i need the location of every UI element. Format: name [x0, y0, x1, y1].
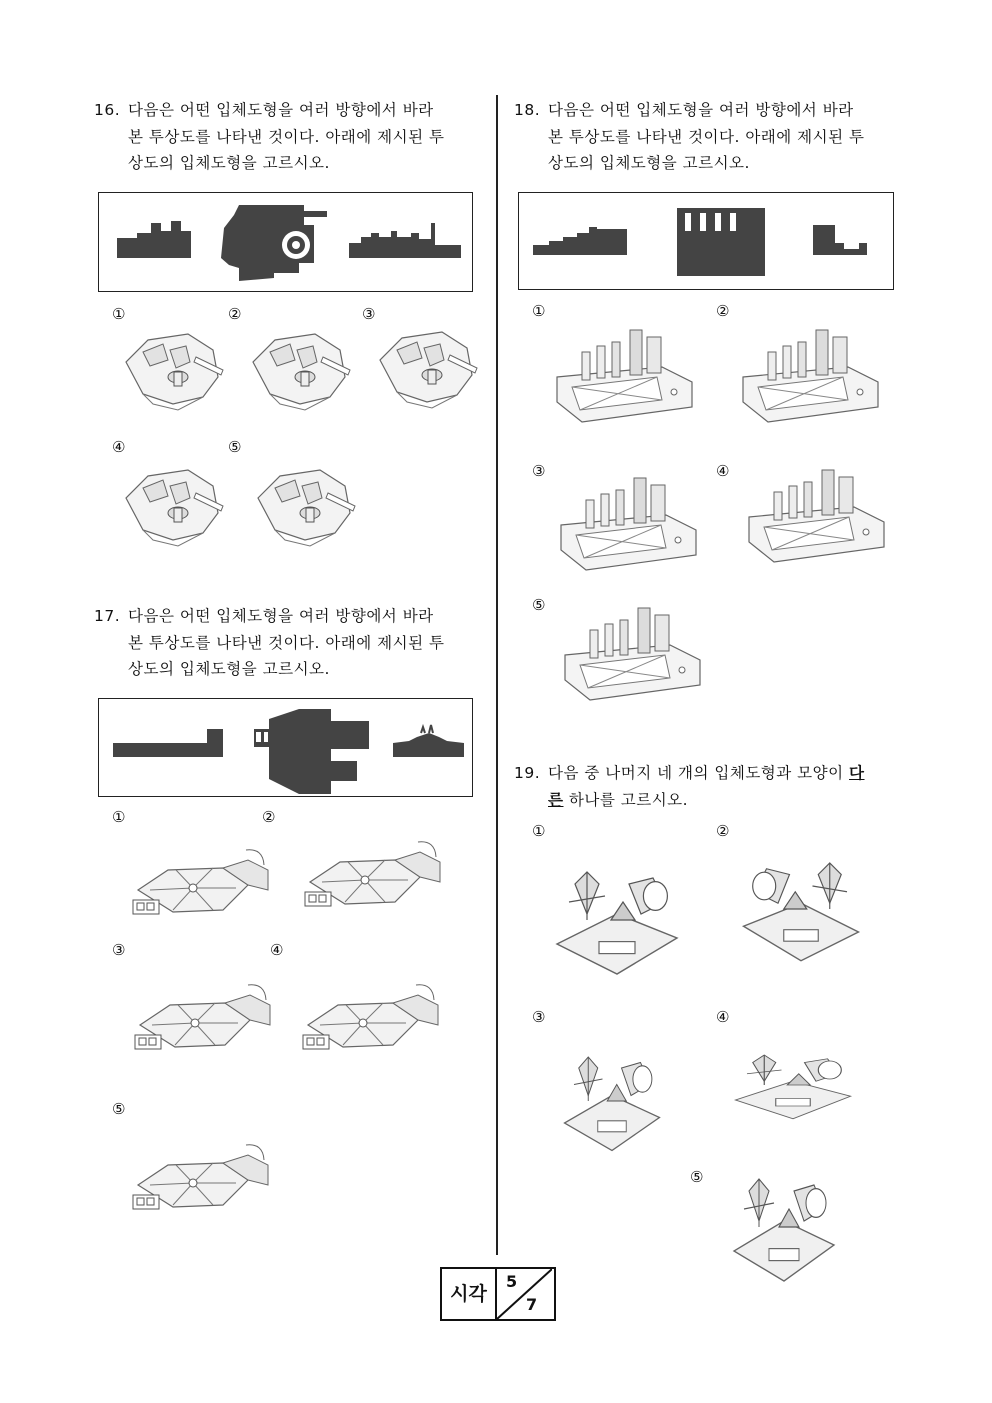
- figure-18-5[interactable]: [560, 600, 710, 710]
- question-line: 다음은 어떤 입체도형을 여러 방향에서 바라: [128, 607, 434, 625]
- figure-19-2[interactable]: [730, 840, 870, 975]
- question-line: 본 투상도를 나타낸 것이다. 아래에 제시된 투: [128, 633, 445, 652]
- question-18: [514, 97, 899, 182]
- figure-16-3[interactable]: [372, 320, 484, 412]
- choice-19-5[interactable]: ⑤: [690, 1168, 704, 1186]
- question-line: 본 투상도를 나타낸 것이다. 아래에 제시된 투: [128, 127, 445, 146]
- figure-18-2[interactable]: [738, 322, 888, 432]
- emphasis-text: 다: [849, 764, 865, 782]
- projection-views-17: [99, 699, 472, 796]
- question-line: 다음은 어떤 입체도형을 여러 방향에서 바라: [548, 101, 854, 119]
- question-line: 상도의 입체도형을 고르시오.: [548, 154, 750, 172]
- figure-18-4[interactable]: [744, 462, 894, 572]
- choice-17-3[interactable]: ③: [112, 941, 126, 959]
- choice-19-4[interactable]: ④: [716, 1008, 730, 1026]
- question-line: 다음은 어떤 입체도형을 여러 방향에서 바라: [128, 101, 434, 119]
- choice-17-2[interactable]: ②: [262, 808, 276, 826]
- question-line: 다음 중 나머지 네 개의 입체도형과 모양이: [548, 764, 850, 782]
- projection-box-16: [98, 192, 473, 292]
- page-number: 5: [506, 1272, 518, 1291]
- choice-18-1[interactable]: ①: [532, 302, 546, 320]
- figure-19-5[interactable]: [724, 1145, 844, 1290]
- question-16: [94, 97, 479, 182]
- question-number: 16.: [94, 101, 121, 119]
- choice-17-5[interactable]: ⑤: [112, 1100, 126, 1118]
- projection-views-18: [519, 193, 893, 289]
- question-number: 19.: [514, 764, 541, 782]
- question-19: [514, 760, 899, 815]
- choice-17-4[interactable]: ④: [270, 941, 284, 959]
- choice-17-1[interactable]: ①: [112, 808, 126, 826]
- figure-18-1[interactable]: [552, 322, 702, 432]
- choice-18-3[interactable]: ③: [532, 462, 546, 480]
- choice-16-3[interactable]: ③: [362, 305, 376, 323]
- figure-17-4[interactable]: [298, 965, 448, 1065]
- choice-19-1[interactable]: ①: [532, 822, 546, 840]
- page-total: 7: [526, 1295, 538, 1314]
- figure-18-3[interactable]: [556, 470, 706, 580]
- figure-16-1[interactable]: [118, 322, 230, 414]
- page-footer: [440, 1267, 556, 1321]
- emphasis-text: 른: [548, 790, 564, 809]
- question-number: 17.: [94, 607, 121, 625]
- choice-18-2[interactable]: ②: [716, 302, 730, 320]
- figure-19-4[interactable]: [724, 1040, 859, 1125]
- question-line: 상도의 입체도형을 고르시오.: [128, 154, 330, 172]
- subject-label: 시각: [442, 1269, 497, 1319]
- question-line: 본 투상도를 나타낸 것이다. 아래에 제시된 투: [548, 127, 865, 146]
- projection-box-17: [98, 698, 473, 797]
- question-number: 18.: [514, 101, 541, 119]
- figure-16-5[interactable]: [250, 458, 362, 550]
- figure-16-2[interactable]: [245, 322, 357, 414]
- projection-views-16: [99, 193, 472, 291]
- choice-16-2[interactable]: ②: [228, 305, 242, 323]
- figure-17-2[interactable]: [300, 822, 450, 922]
- question-line: 상도의 입체도형을 고르시오.: [128, 660, 330, 678]
- question-line: 하나를 고르시오.: [563, 790, 689, 809]
- choice-18-4[interactable]: ④: [716, 462, 730, 480]
- column-divider: [496, 95, 498, 1255]
- figure-17-3[interactable]: [130, 965, 280, 1065]
- projection-box-18: [518, 192, 894, 290]
- figure-19-1[interactable]: [545, 848, 685, 988]
- figure-19-3[interactable]: [555, 1035, 665, 1160]
- choice-16-5[interactable]: ⑤: [228, 438, 242, 456]
- choice-16-1[interactable]: ①: [112, 305, 126, 323]
- question-17: [94, 603, 479, 688]
- choice-19-3[interactable]: ③: [532, 1008, 546, 1026]
- choice-18-5[interactable]: ⑤: [532, 596, 546, 614]
- figure-17-5[interactable]: [128, 1125, 288, 1230]
- choice-19-2[interactable]: ②: [716, 822, 730, 840]
- figure-17-1[interactable]: [128, 830, 278, 930]
- figure-16-4[interactable]: [118, 458, 230, 550]
- choice-16-4[interactable]: ④: [112, 438, 126, 456]
